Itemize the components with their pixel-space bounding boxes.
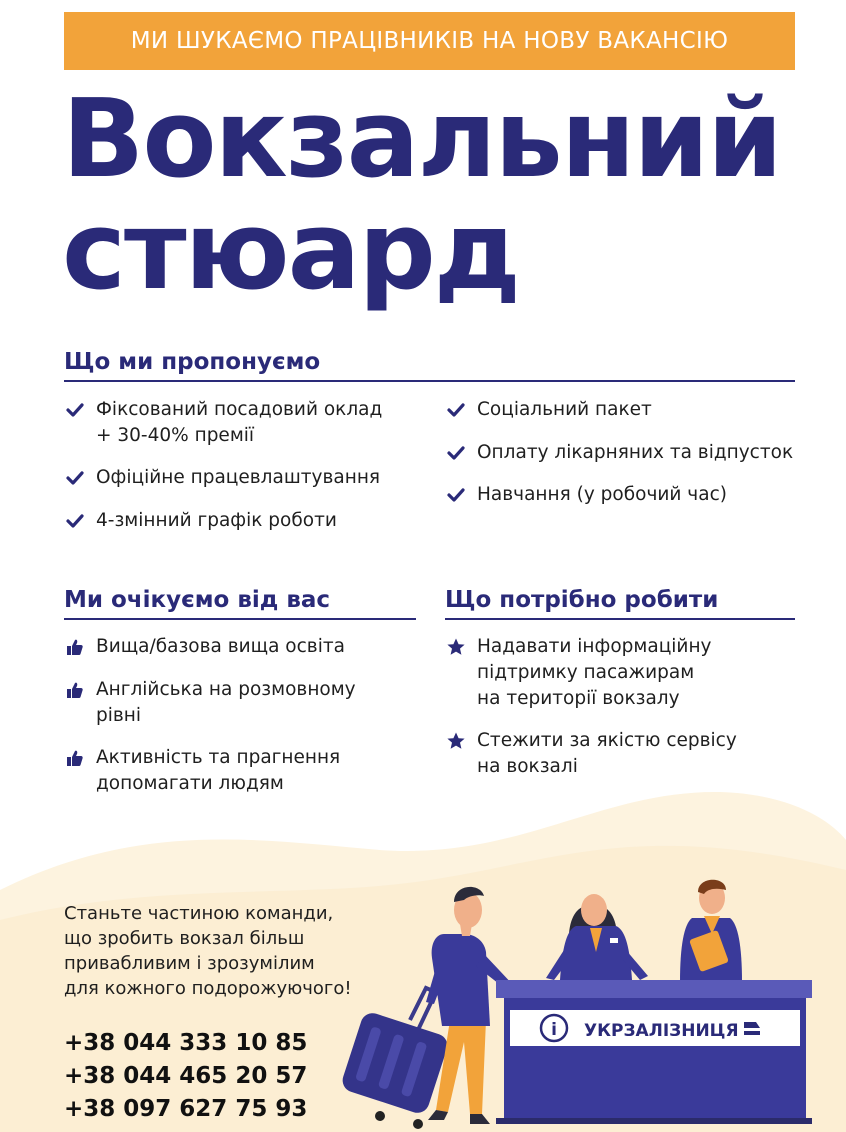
hiring-banner: МИ ШУКАЄМО ПРАЦІВНИКІВ НА НОВУ ВАКАНСІЮ bbox=[64, 12, 795, 70]
cta-line: для кожного подорожуючого! bbox=[64, 978, 352, 999]
expect-item bbox=[96, 677, 356, 729]
staff-woman bbox=[546, 894, 648, 980]
offer-item bbox=[96, 397, 382, 449]
duties-item bbox=[477, 634, 712, 712]
job-title-line1: Вокзальний bbox=[62, 77, 781, 202]
staff-man bbox=[680, 880, 742, 982]
phone-number[interactable]: +38 044 465 20 57 bbox=[64, 1063, 308, 1089]
phone-number[interactable]: +38 097 627 75 93 bbox=[64, 1096, 308, 1122]
station-counter-illustration bbox=[340, 870, 820, 1132]
thumbs-up-icon bbox=[65, 748, 85, 768]
duties-item-text: на території вокзалу bbox=[477, 688, 680, 709]
traveler-figure bbox=[426, 887, 516, 1124]
offer-item bbox=[477, 440, 793, 466]
duties-heading: Що потрібно робити bbox=[445, 587, 795, 620]
counter bbox=[496, 980, 812, 1124]
offer-item-text: Соціальний пакет bbox=[477, 399, 652, 420]
offer-item-text: Оплату лікарняних та відпусток bbox=[477, 442, 794, 463]
check-icon bbox=[65, 511, 85, 531]
expect-item bbox=[96, 745, 340, 797]
suitcase bbox=[340, 988, 450, 1129]
offer-item-text: 4-змінний графік роботи bbox=[96, 510, 337, 531]
offer-item bbox=[477, 397, 652, 423]
expect-heading: Ми очікуємо від вас bbox=[64, 587, 416, 620]
expect-item-text: Вища/базова вища освіта bbox=[96, 636, 345, 657]
check-icon bbox=[446, 485, 466, 505]
duties-item-text: Надавати інформаційну bbox=[477, 636, 712, 657]
duties-item bbox=[477, 728, 737, 780]
counter-logo-text: УКРЗАЛІЗНИЦЯ bbox=[584, 1021, 739, 1041]
expect-item-text: допомагати людям bbox=[96, 773, 284, 794]
expect-item-text: рівні bbox=[96, 705, 142, 726]
star-icon bbox=[446, 637, 466, 657]
offer-item-text: + 30-40% премії bbox=[96, 425, 255, 446]
offer-item bbox=[477, 482, 727, 508]
offer-heading: Що ми пропонуємо bbox=[64, 349, 795, 382]
cta-line: привабливим і зрозумілим bbox=[64, 953, 315, 974]
expect-item-text: Англійська на розмовному bbox=[96, 679, 356, 700]
offer-item-text: Навчання (у робочий час) bbox=[477, 484, 727, 505]
expect-item-text: Активність та прагнення bbox=[96, 747, 341, 768]
thumbs-up-icon bbox=[65, 637, 85, 657]
expect-item bbox=[96, 634, 345, 660]
offer-item-text: Офіційне працевлаштування bbox=[96, 467, 381, 488]
thumbs-up-icon bbox=[65, 680, 85, 700]
offer-item bbox=[96, 508, 337, 534]
check-icon bbox=[446, 400, 466, 420]
check-icon bbox=[446, 443, 466, 463]
phone-number[interactable]: +38 044 333 10 85 bbox=[64, 1030, 308, 1056]
cta-line: Станьте частиною команди, bbox=[64, 903, 334, 924]
offer-item bbox=[96, 465, 380, 491]
job-title-line2: стюард bbox=[62, 189, 520, 314]
duties-item-text: на вокзалі bbox=[477, 756, 578, 777]
check-icon bbox=[65, 400, 85, 420]
cta-line: що зробить вокзал більш bbox=[64, 928, 305, 949]
duties-item-text: підтримку пасажирам bbox=[477, 662, 695, 683]
duties-item-text: Стежити за якістю сервісу bbox=[477, 730, 737, 751]
star-icon bbox=[446, 731, 466, 751]
svg-text:i: i bbox=[551, 1020, 557, 1040]
check-icon bbox=[65, 468, 85, 488]
offer-item-text: Фіксований посадовий оклад bbox=[96, 399, 383, 420]
